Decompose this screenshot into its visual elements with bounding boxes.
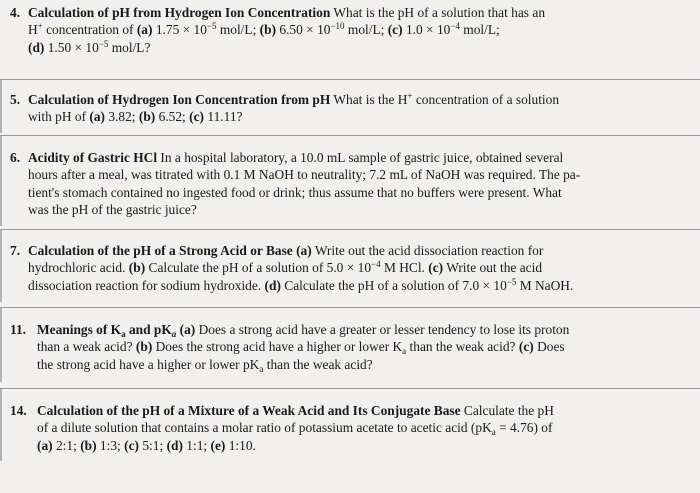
problem-4 xyxy=(10,4,694,56)
problem-text-line: hydrochloric acid. (b) Calculate the pH of a solution of $5.0 \times 10^{-4}$ M HCl. (c) Write out the acid xyxy=(28,259,543,276)
problem-number: 14. xyxy=(10,403,27,418)
problem-number: 4. xyxy=(10,5,21,20)
margin-bar xyxy=(0,308,2,382)
problem-number: 11. xyxy=(10,322,26,337)
problem-text: What is the pH of a solution that has an xyxy=(333,5,546,20)
problem-6: 6. Acidity of Gastric HCl In a hospital laboratory, a 10.0 mL sample of gastric juice, obtained several hours after a meal, was titrated with 0.1 M NaOH to neutrality; 7.2 mL of NaOH was required. The pa- tient's stomach contained no ingested food or drink; thus assume that no buffers were present. What was the pH of the gastric juice? xyxy=(10,149,694,219)
problem-text-line: dissociation reaction for sodium hydroxide. (d) Calculate the pH of a solution of $7.0 \times 10^{-5}$ M NaOH. xyxy=(28,276,574,293)
problem-title: Calculation of Hydrogen Ion Concentration from pH xyxy=(28,92,331,107)
problem-7: 7. Calculation of the pH of a Strong Acid or Base (a) Write out the acid dissociation reaction for hydrochloric acid. (b) Calculate the pH of a solution of $5.0 \times 10^{-4}$ M HCl. (c) Write out the acid dissociation reaction for sodium hydroxide. (d) Calculate the pH of a solution of $7.0 \times 10^{-5}$ M NaOH. xyxy=(10,242,694,294)
problem-text-line: of a dilute solution that contains a molar ratio of potassium acetate to acetic acid $(pK_a = 4.76)$ of xyxy=(37,420,553,438)
problem-text-line: tient's stomach contained no ingested food or drink; thus assume that no buffers were present. What xyxy=(28,184,562,200)
problem-11: 11. Meanings of $K_a$ and $pK_a$ (a) Does a strong acid have a greater or lesser tendency to lose its proton than a weak acid? (b) Does the strong acid have a higher or lower $K_a$ than the weak acid? (c) Does the strong acid have a higher or lower $pK_a$ than the weak acid? xyxy=(10,321,694,373)
problem-title: Calculation of pH from Hydrogen Ion Concentration xyxy=(28,5,331,20)
problem-number: 5. xyxy=(10,92,21,107)
margin-bar xyxy=(0,80,2,133)
problem-title: Calculation of the pH of a Mixture of a Weak Acid and Its Conjugate Base xyxy=(37,403,461,418)
problem-title: Acidity of Gastric HCl xyxy=(28,150,158,165)
problem-14: 14. Calculation of the pH of a Mixture of a Weak Acid and Its Conjugate Base Calculate the pH of a dilute solution that contains a molar ratio of potassium acetate to acetic acid $(pK_a = 4.76)$ of (a) 2:1; (b) 1:3; (c) 5:1; (d) 1:1; (e) 1:10. xyxy=(10,402,694,454)
problem-text-line: with pH of (a) 3.82; (b) 6.52; (c) 11.11? xyxy=(28,109,243,125)
problem-text-line: H+ concentration of (a) $1.75 \times 10^{-5}$ mol/L; (b) $6.50 \times 10^{-10}$ mol/L; (c) $1.0 \times 10^{-4}$ mol/L; xyxy=(28,21,500,38)
problem-number: 7. xyxy=(10,243,21,258)
divider xyxy=(0,229,700,230)
divider xyxy=(0,135,700,136)
problem-text-line: (d) $1.50 \times 10^{-5}$ mol/L? xyxy=(28,38,151,55)
problem-text-line: hours after a meal, was titrated with 0.1 M NaOH to neutrality; 7.2 mL of NaOH was required. The pa- xyxy=(28,167,581,183)
problem-5: 5. Calculation of Hydrogen Ion Concentration from pH What is the H+ concentration of a solution with pH of (a) 3.82; (b) 6.52; (c) 11.11? xyxy=(10,91,694,126)
problem-title: Calculation of the pH of a Strong Acid or Base xyxy=(28,243,293,258)
problem-text-line: was the pH of the gastric juice? xyxy=(28,202,197,218)
problem-title: Meanings of $K_a$ and $pK_a$ xyxy=(37,322,177,339)
problem-text-line: than a weak acid? (b) Does the strong acid have a higher or lower $K_a$ than the weak acid? (c) Does xyxy=(37,339,565,357)
margin-bar xyxy=(0,389,2,461)
margin-bar xyxy=(0,136,2,226)
problem-text-line: the strong acid have a higher or lower $pK_a$ than the weak acid? xyxy=(37,356,373,374)
problem-number: 6. xyxy=(10,150,21,165)
margin-bar xyxy=(0,230,2,302)
divider xyxy=(0,79,700,80)
divider xyxy=(0,388,700,389)
divider xyxy=(0,307,700,308)
problem-text-line: (a) 2:1; (b) 1:3; (c) 5:1; (d) 1:1; (e) 1:10. xyxy=(37,437,256,453)
